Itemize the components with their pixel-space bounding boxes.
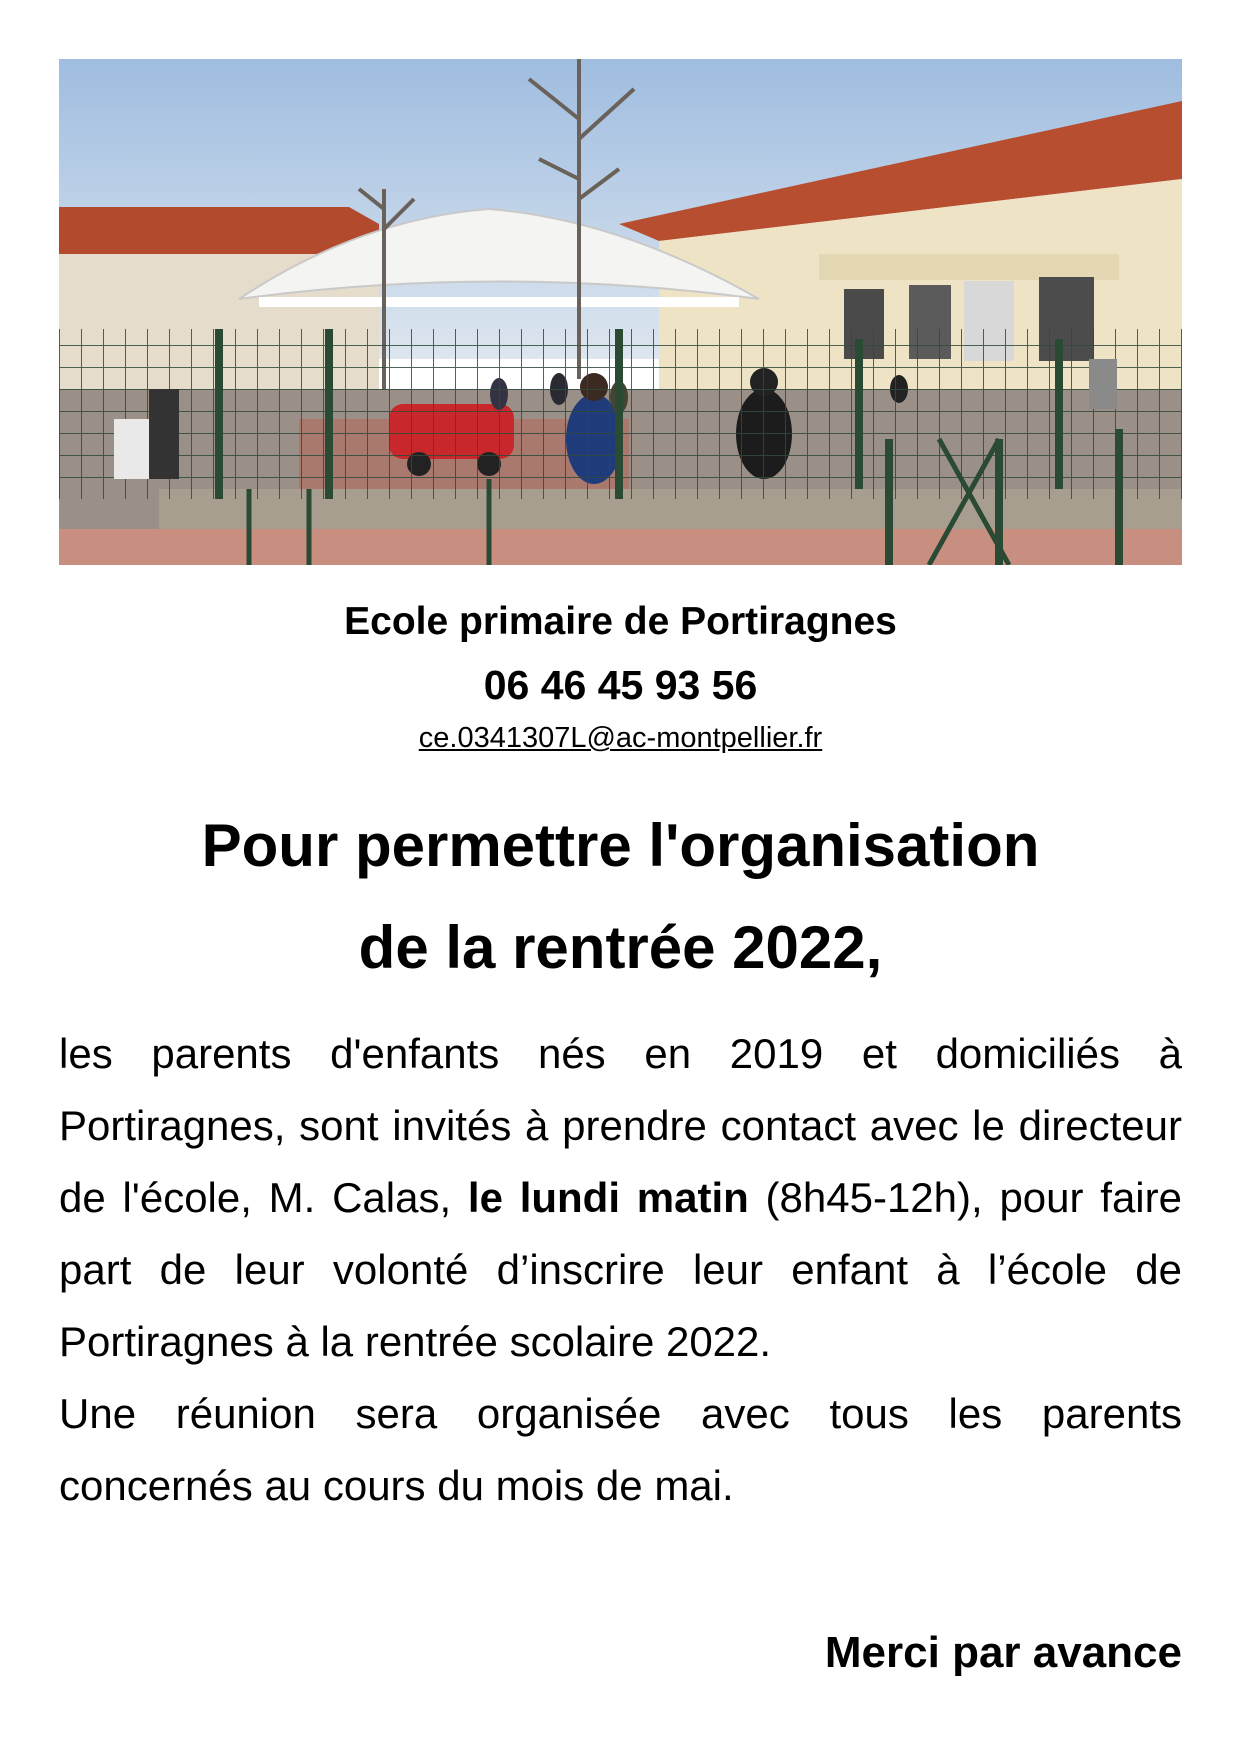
closing-text: Merci par avance [824,1628,1182,1677]
body-paragraph-1 [59,1018,1182,1378]
headline [59,795,1182,999]
phone-number[interactable]: 06 46 45 93 56 [483,662,758,708]
school-photo [59,59,1182,565]
awning [819,254,1119,280]
headline-line-1: Pour permettre l'organisation [201,812,1040,879]
school-name: Ecole primaire de Portiragnes [344,600,897,643]
body-text-part-2: (8h45-12h), pour faire part de leur volonté d’inscrire leur enfant à l’école de Portiragnes à la rentrée scolaire 2022. [59,1174,1182,1365]
body-emphasis: le lundi matin [467,1174,749,1221]
left-roof [59,207,379,254]
body-text-part-1: les parents d'enfants nés en 2019 et domiciliés à Portiragnes, sont invités à prendre contact avec le directeur de l'école, M. Calas, [59,1030,1182,1221]
email-line [59,722,1182,755]
body-paragraph-2: Une réunion sera organisée avec tous les parents concernés au cours du mois de mai. [59,1390,1182,1509]
body-text [59,1018,1182,1522]
headline-line-2: de la rentrée 2022, [358,914,883,981]
school-courtyard-illustration [59,59,1182,565]
email-link[interactable]: ce.0341307L@ac-montpellier.fr [418,722,823,754]
trash-bin [1089,359,1117,409]
